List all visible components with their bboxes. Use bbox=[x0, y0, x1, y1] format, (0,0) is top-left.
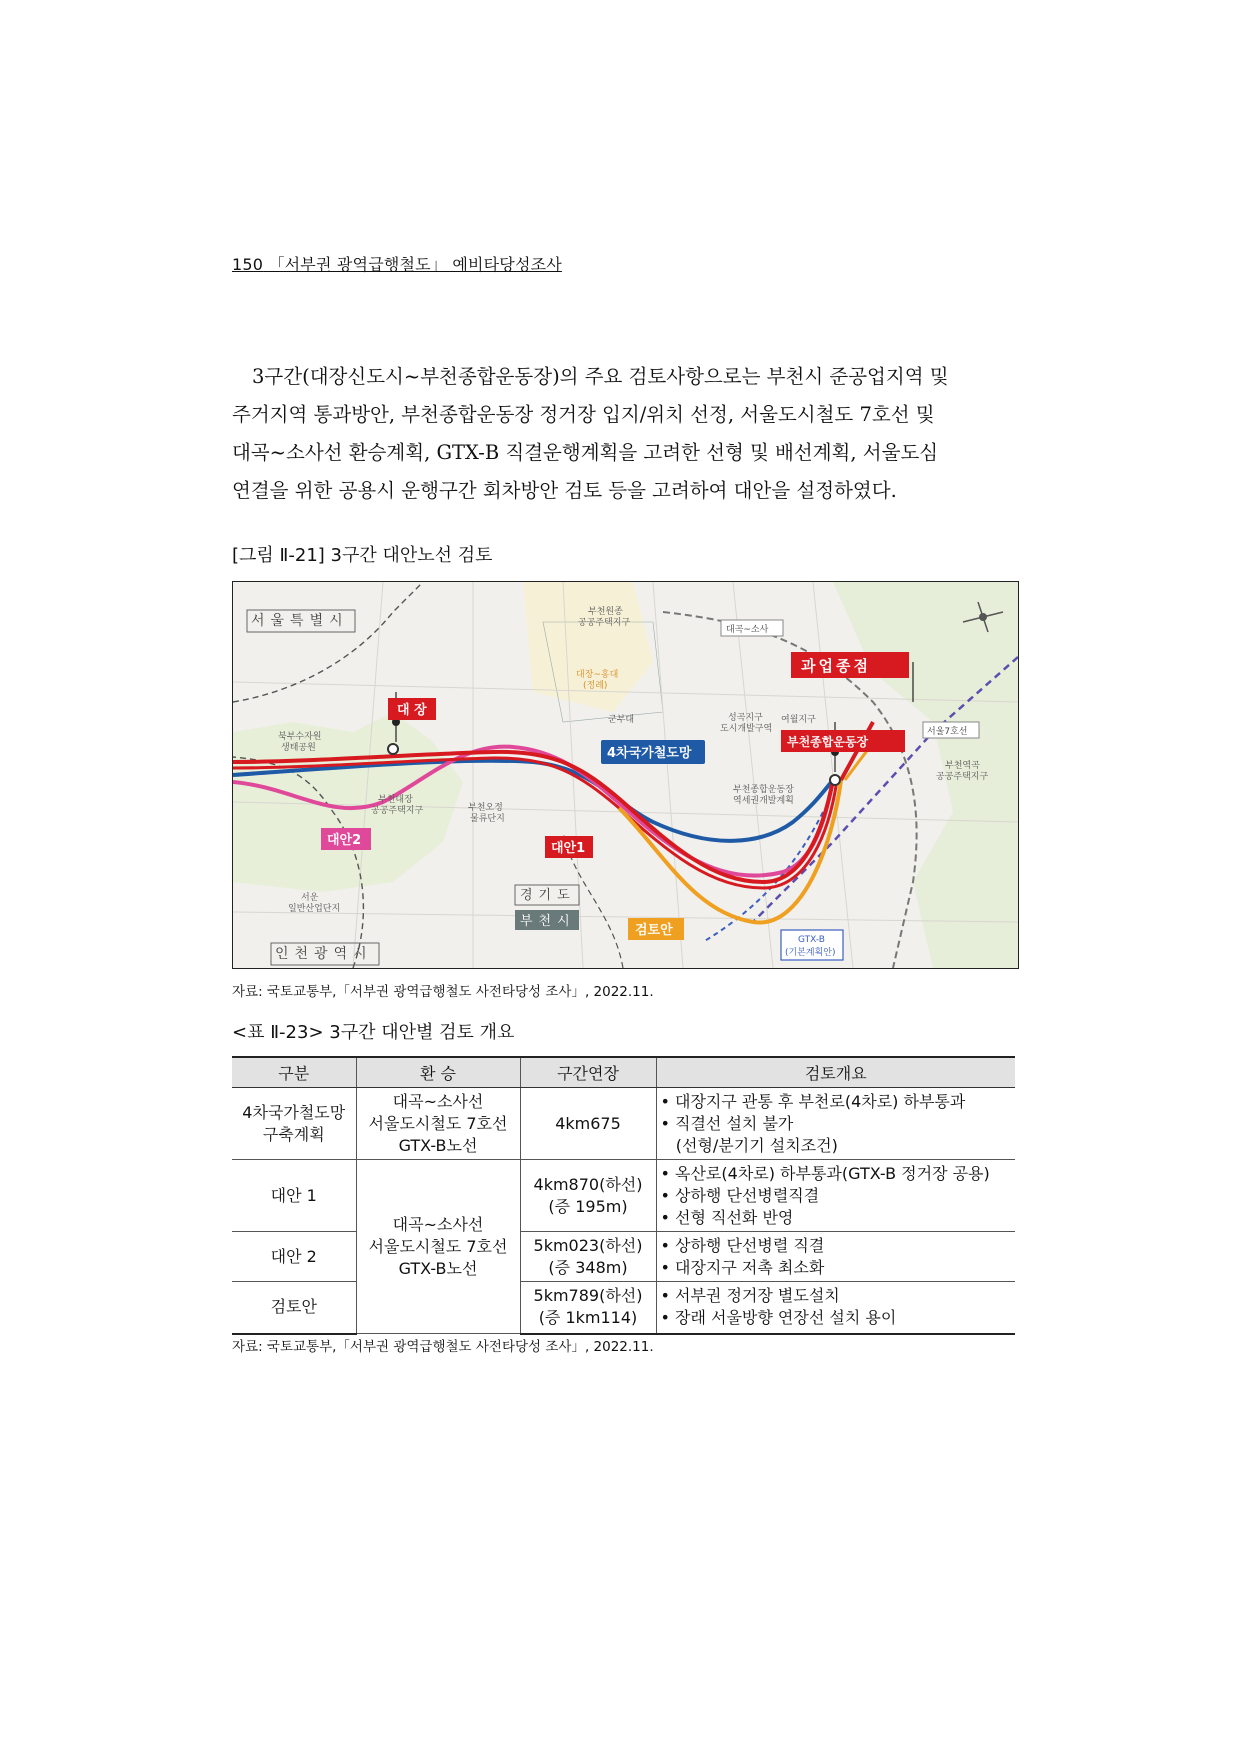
header-transfer: 환 승 bbox=[356, 1057, 520, 1088]
row-notes: • 서부권 정거장 별도설치 • 장래 서울방향 연장선 설치 용이 bbox=[656, 1282, 1015, 1334]
table-header-row bbox=[232, 1057, 1015, 1088]
callout-stadium: 부천종합운동장 bbox=[787, 735, 869, 749]
label-stadium-area2: 역세권개발계획 bbox=[733, 796, 794, 806]
callout-endpoint: 과업종점 bbox=[801, 657, 871, 675]
body-line: 대곡~소사선 환승계획, GTX-B 직결운행계획을 고려한 선형 및 배선계획, 서울도심 bbox=[232, 441, 939, 464]
route-map-svg bbox=[233, 582, 1018, 968]
table-row bbox=[232, 1282, 1015, 1334]
header-length: 구간연장 bbox=[520, 1057, 656, 1088]
label-gunbudae: 군부대 bbox=[608, 715, 635, 725]
label-wonjong2: 공공주택지구 bbox=[578, 618, 631, 628]
stadium-station bbox=[830, 775, 840, 785]
figure-caption: [그림 Ⅱ-21] 3구간 대안노선 검토 bbox=[232, 545, 493, 566]
label-yeokgok: 부천역곡 bbox=[945, 761, 980, 771]
body-paragraph bbox=[232, 358, 1017, 510]
label-daejang-housing: 부천대장 bbox=[378, 795, 413, 805]
row-length: 4km870(하선) (증 195m) bbox=[520, 1160, 656, 1232]
callout-rail-4lane: 4차국가철도망 bbox=[607, 746, 692, 761]
row-transfer: 대곡~소사선 서울도시철도 7호선 GTX-B노선 bbox=[356, 1088, 520, 1160]
row-name: 대안 1 bbox=[232, 1160, 356, 1232]
label-seonggok: 성곡지구 bbox=[728, 713, 763, 723]
row-transfer-shared: 대곡~소사선 서울도시철도 7호선 GTX-B노선 bbox=[356, 1160, 520, 1334]
header-category: 구분 bbox=[232, 1057, 356, 1088]
label-seoul: 서울특별시 bbox=[251, 613, 349, 629]
row-name: 4차국가철도망 구축계획 bbox=[232, 1088, 356, 1160]
label-park2: 생태공원 bbox=[281, 743, 316, 753]
label-yeowol: 여월지구 bbox=[781, 715, 816, 725]
body-line: 3구간(대장신도시~부천종합운동장)의 주요 검토사항으로는 부천시 준공업지역 및 bbox=[252, 365, 949, 388]
row-length: 5km023(하선) (증 348m) bbox=[520, 1232, 656, 1282]
row-notes: • 상하행 단선병렬 직결 • 대장지구 저촉 최소화 bbox=[656, 1232, 1015, 1282]
route-map bbox=[232, 581, 1019, 969]
callout-alt2: 대안2 bbox=[327, 833, 362, 848]
header-review: 검토개요 bbox=[656, 1057, 1015, 1088]
label-seoun: 서운 bbox=[301, 893, 319, 903]
callout-review: 검토안 bbox=[635, 923, 673, 938]
review-table bbox=[232, 1056, 1015, 1335]
label-seoul7: 서울7호선 bbox=[927, 727, 968, 737]
label-daegok-sosa: 대곡~소사 bbox=[726, 625, 769, 635]
figure-source: 자료: 국토교통부,「서부권 광역급행철도 사전타당성 조사」, 2022.11. bbox=[232, 984, 654, 1000]
page-number: 150 bbox=[232, 255, 264, 274]
label-yeokgok2: 공공주택지구 bbox=[936, 772, 989, 782]
body-line: 연결을 위한 공용시 운행구간 회차방안 검토 등을 고려하여 대안을 설정하였다. bbox=[232, 479, 897, 502]
label-ojeong2: 물류단지 bbox=[470, 814, 505, 824]
label-gyeonggi: 경기도 bbox=[520, 888, 576, 903]
table-row bbox=[232, 1232, 1015, 1282]
document-title: 「서부권 광역급행철도」 예비타당성조사 bbox=[268, 255, 562, 274]
row-notes: • 대장지구 관통 후 부천로(4차로) 하부통과 • 직결선 설치 불가 (선형/분기기 설치조건) bbox=[656, 1088, 1015, 1160]
label-daejang-hongdae: 대장~홍대 bbox=[576, 670, 619, 680]
row-notes: • 옥산로(4차로) 하부통과(GTX-B 정거장 공용) • 상하행 단선병렬직결 • 선형 직선화 반영 bbox=[656, 1160, 1015, 1232]
label-incheon: 인천광역시 bbox=[275, 946, 373, 962]
table-row bbox=[232, 1160, 1015, 1232]
label-gtxb: GTX-B bbox=[798, 935, 825, 945]
callout-alt1: 대안1 bbox=[551, 841, 586, 856]
label-bucheon: 부천시 bbox=[520, 914, 576, 929]
label-stadium-area: 부천종합운동장 bbox=[733, 785, 794, 795]
label-seonggok2: 도시개발구역 bbox=[720, 724, 773, 734]
label-wonjong: 부천원종 bbox=[588, 607, 623, 617]
daejang-station bbox=[388, 744, 398, 754]
label-ojeong: 부천오정 bbox=[468, 803, 503, 813]
label-seoun2: 일반산업단지 bbox=[288, 904, 341, 914]
label-daejang-housing2: 공공주택지구 bbox=[371, 806, 424, 816]
table-source: 자료: 국토교통부,「서부권 광역급행철도 사전타당성 조사」, 2022.11. bbox=[232, 1339, 654, 1355]
callout-daejang: 대 장 bbox=[397, 703, 427, 718]
row-length: 4km675 bbox=[520, 1088, 656, 1160]
label-gtxb-sub: (기본계획안) bbox=[785, 948, 836, 958]
label-daejang-hongdae2: (정례) bbox=[583, 681, 608, 691]
table-row bbox=[232, 1088, 1015, 1160]
row-name: 검토안 bbox=[232, 1282, 356, 1334]
row-name: 대안 2 bbox=[232, 1232, 356, 1282]
running-header bbox=[232, 252, 562, 275]
label-park: 북부수자원 bbox=[278, 732, 322, 742]
row-length: 5km789(하선) (증 1km114) bbox=[520, 1282, 656, 1334]
body-line: 주거지역 통과방안, 부천종합운동장 정거장 입지/위치 선정, 서울도시철도 7호선 및 bbox=[232, 403, 935, 426]
table-caption: <표 Ⅱ-23> 3구간 대안별 검토 개요 bbox=[232, 1022, 515, 1043]
